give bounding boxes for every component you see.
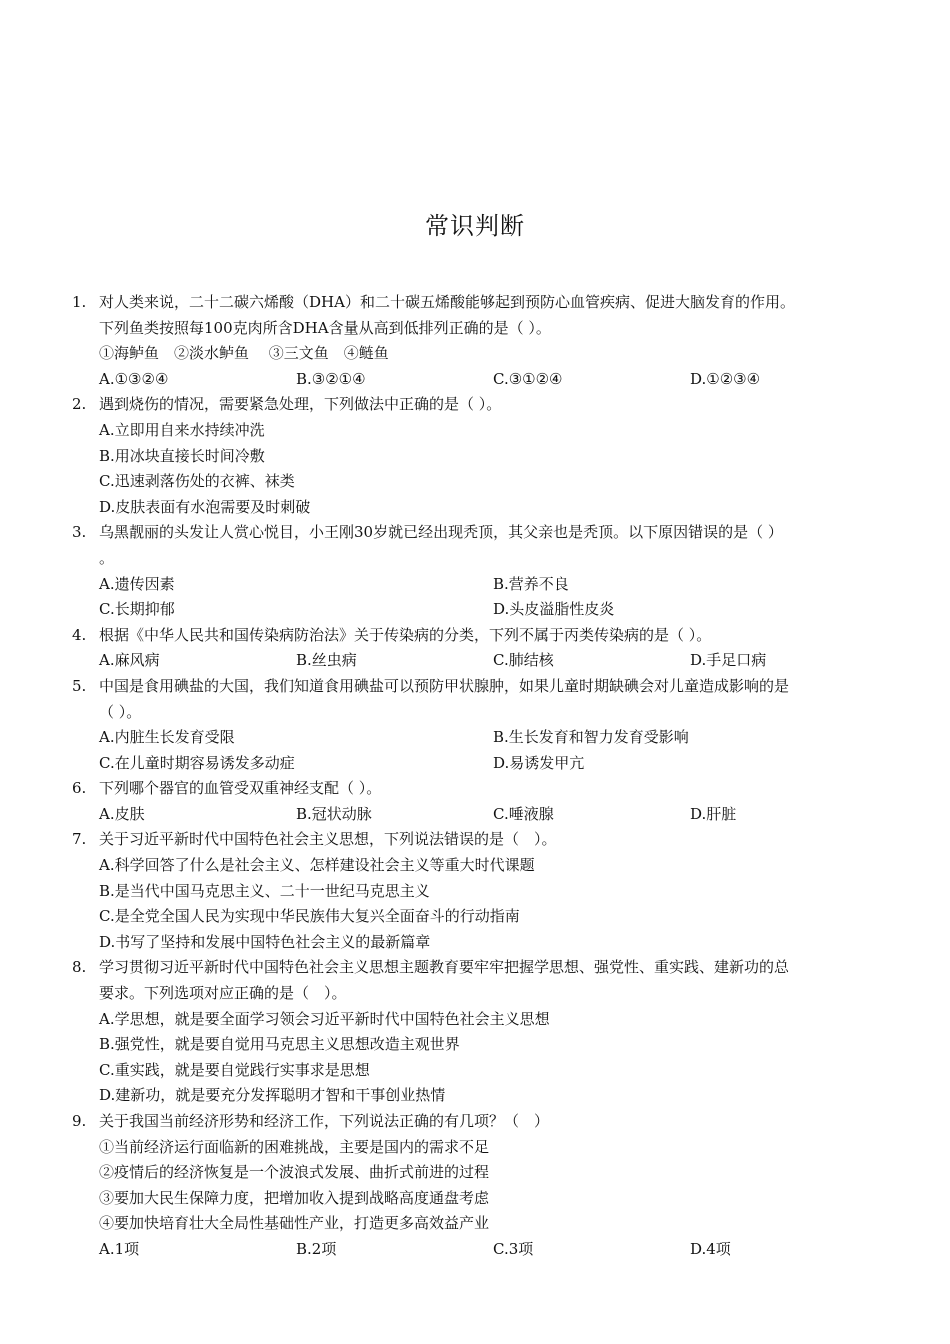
statement-item: ①当前经济运行面临新的困难挑战，主要是国内的需求不足 <box>99 1137 490 1156</box>
option-b: B.生长发育和智力发育受影响 <box>493 728 689 747</box>
option-d: D.头皮溢脂性皮炎 <box>493 600 615 619</box>
option-d: D.①②③④ <box>690 369 761 388</box>
question-text: 关于习近平新时代中国特色社会主义思想，下列说法错误的是（ ）。 <box>99 830 557 849</box>
question-text: 要求。下列选项对应正确的是（ ）。 <box>99 984 347 1003</box>
question-text: 遇到烧伤的情况，需要紧急处理，下列做法中正确的是（ ）。 <box>99 395 502 414</box>
question-stem-line <box>72 981 882 1007</box>
option-d: D.肝脏 <box>690 804 737 823</box>
option-a: A.皮肤 <box>99 804 145 823</box>
options-group <box>72 1007 882 1109</box>
question-text: 关于我国当前经济形势和经济工作，下列说法正确的有几项？（ ） <box>99 1112 550 1130</box>
option-a: A.立即用自来水持续冲洗 <box>99 420 265 439</box>
question-stem-line <box>72 776 882 802</box>
question-6 <box>72 776 882 827</box>
question-number <box>72 546 99 572</box>
options-group <box>72 1237 882 1263</box>
option-b: B.营养不良 <box>493 574 569 593</box>
option-d: D.书写了坚持和发展中国特色社会主义的最新篇章 <box>99 932 431 951</box>
question-number: 9. <box>72 1112 87 1130</box>
option-d: D.皮肤表面有水泡需要及时刺破 <box>99 497 311 516</box>
question-text: 学习贯彻习近平新时代中国特色社会主义思想主题教育要牢牢把握学思想、强党性、重实践、建新功的总 <box>99 958 790 977</box>
options-group <box>72 725 882 776</box>
question-stem-line <box>72 623 882 649</box>
question-stem-line <box>72 827 882 853</box>
question-number: 1. <box>72 293 87 311</box>
options-group <box>72 572 882 623</box>
statement-item: ②疫情后的经济恢复是一个波浪式发展、曲折式前进的过程 <box>99 1163 490 1182</box>
option-d: D.手足口病 <box>690 651 767 670</box>
option-d: D.4项 <box>690 1239 731 1258</box>
option-b: B.强党性，就是要自觉用马克思主义思想改造主观世界 <box>99 1035 460 1054</box>
question-number: 2. <box>72 395 87 414</box>
question-text: 下列哪个器官的血管受双重神经支配（ ）。 <box>99 779 382 798</box>
options-group <box>72 648 882 674</box>
option-c: C.长期抑郁 <box>99 600 175 619</box>
option-d: D.建新功，就是要充分发挥聪明才智和干事创业热情 <box>99 1086 446 1105</box>
question-number <box>72 700 99 726</box>
question-number: 7. <box>72 830 87 849</box>
question-2 <box>72 392 882 520</box>
question-text: 下列鱼类按照每100克肉所含DHA含量从高到低排列正确的是（ ）。 <box>99 318 551 337</box>
options-group <box>72 367 882 393</box>
statement-item: ④要加快培育壮大全局性基础性产业，打造更多高效益产业 <box>99 1214 490 1233</box>
question-text: （ ）。 <box>99 702 142 721</box>
option-a: A.麻风病 <box>99 651 160 670</box>
option-b: B.2项 <box>296 1239 337 1258</box>
option-a: A.遗传因素 <box>99 574 175 593</box>
question-9 <box>72 1109 882 1263</box>
option-a: A.1项 <box>99 1239 140 1258</box>
question-stem-line <box>72 674 882 700</box>
question-stem-line <box>72 700 882 726</box>
question-number: 5. <box>72 676 87 695</box>
question-text: 对人类来说，二十二碳六烯酸（DHA）和二十碳五烯酸能够起到预防心血管疾病、促进大脑发育的作用。 <box>99 293 795 311</box>
option-a: A.科学回答了什么是社会主义、怎样建设社会主义等重大时代课题 <box>99 856 535 875</box>
question-text: 中国是食用碘盐的大国，我们知道食用碘盐可以预防甲状腺肿，如果儿童时期缺碘会对儿童造成影响的是 <box>99 676 790 695</box>
option-b: B.冠状动脉 <box>296 804 372 823</box>
option-c: C.③①②④ <box>493 369 563 388</box>
options-group <box>72 418 882 520</box>
question-list <box>72 290 882 1263</box>
option-a: A.学思想，就是要全面学习领会习近平新时代中国特色社会主义思想 <box>99 1009 550 1028</box>
statement-item: ①海鲈鱼 ②淡水鲈鱼 ③三文鱼 ④鲢鱼 <box>99 344 389 363</box>
question-stem-line <box>72 290 882 316</box>
question-number: 6. <box>72 779 87 798</box>
question-1 <box>72 290 882 392</box>
question-8 <box>72 955 882 1109</box>
question-number <box>72 316 99 342</box>
option-c: C.唾液腺 <box>493 804 554 823</box>
question-stem-line <box>72 316 882 342</box>
question-number: 8. <box>72 958 87 977</box>
option-c: C.迅速剥落伤处的衣裤、袜类 <box>99 472 295 491</box>
option-a: A.内脏生长发育受限 <box>99 728 235 747</box>
option-c: C.3项 <box>493 1239 534 1258</box>
option-b: B.③②①④ <box>296 369 366 388</box>
question-stem-line <box>72 520 882 546</box>
option-d: D.易诱发甲亢 <box>493 753 585 772</box>
option-c: C.重实践，就是要自觉践行实事求是思想 <box>99 1060 370 1079</box>
question-3 <box>72 520 882 622</box>
question-number <box>72 981 99 1007</box>
question-text: 根据《中华人民共和国传染病防治法》关于传染病的分类，下列不属于丙类传染病的是（ ）。 <box>99 625 712 644</box>
question-text: 。 <box>99 548 115 567</box>
options-group <box>72 802 882 828</box>
question-text: 乌黑靓丽的头发让人赏心悦目，小王刚30岁就已经出现秃顶，其父亲也是秃顶。以下原因错误的是（ ） <box>99 523 783 542</box>
page-title: 常识判断 <box>425 212 525 240</box>
option-c: C.是全党全国人民为实现中华民族伟大复兴全面奋斗的行动指南 <box>99 907 520 926</box>
question-number: 4. <box>72 625 87 644</box>
question-number: 3. <box>72 523 87 542</box>
option-b: B.是当代中国马克思主义、二十一世纪马克思主义 <box>99 881 430 900</box>
option-c: C.在儿童时期容易诱发多动症 <box>99 753 295 772</box>
statement-item: ③要加大民生保障力度，把增加收入提到战略高度通盘考虑 <box>99 1188 490 1207</box>
question-7 <box>72 827 882 955</box>
option-c: C.肺结核 <box>493 651 554 670</box>
question-4 <box>72 623 882 674</box>
question-stem-line <box>72 955 882 981</box>
question-5 <box>72 674 882 776</box>
question-stem-line <box>72 546 882 572</box>
option-b: B.丝虫病 <box>296 651 357 670</box>
question-stem-line <box>72 1109 882 1135</box>
option-a: A.①③②④ <box>99 369 169 388</box>
option-b: B.用冰块直接长时间冷敷 <box>99 446 265 465</box>
options-group <box>72 853 882 955</box>
question-stem-line <box>72 392 882 418</box>
